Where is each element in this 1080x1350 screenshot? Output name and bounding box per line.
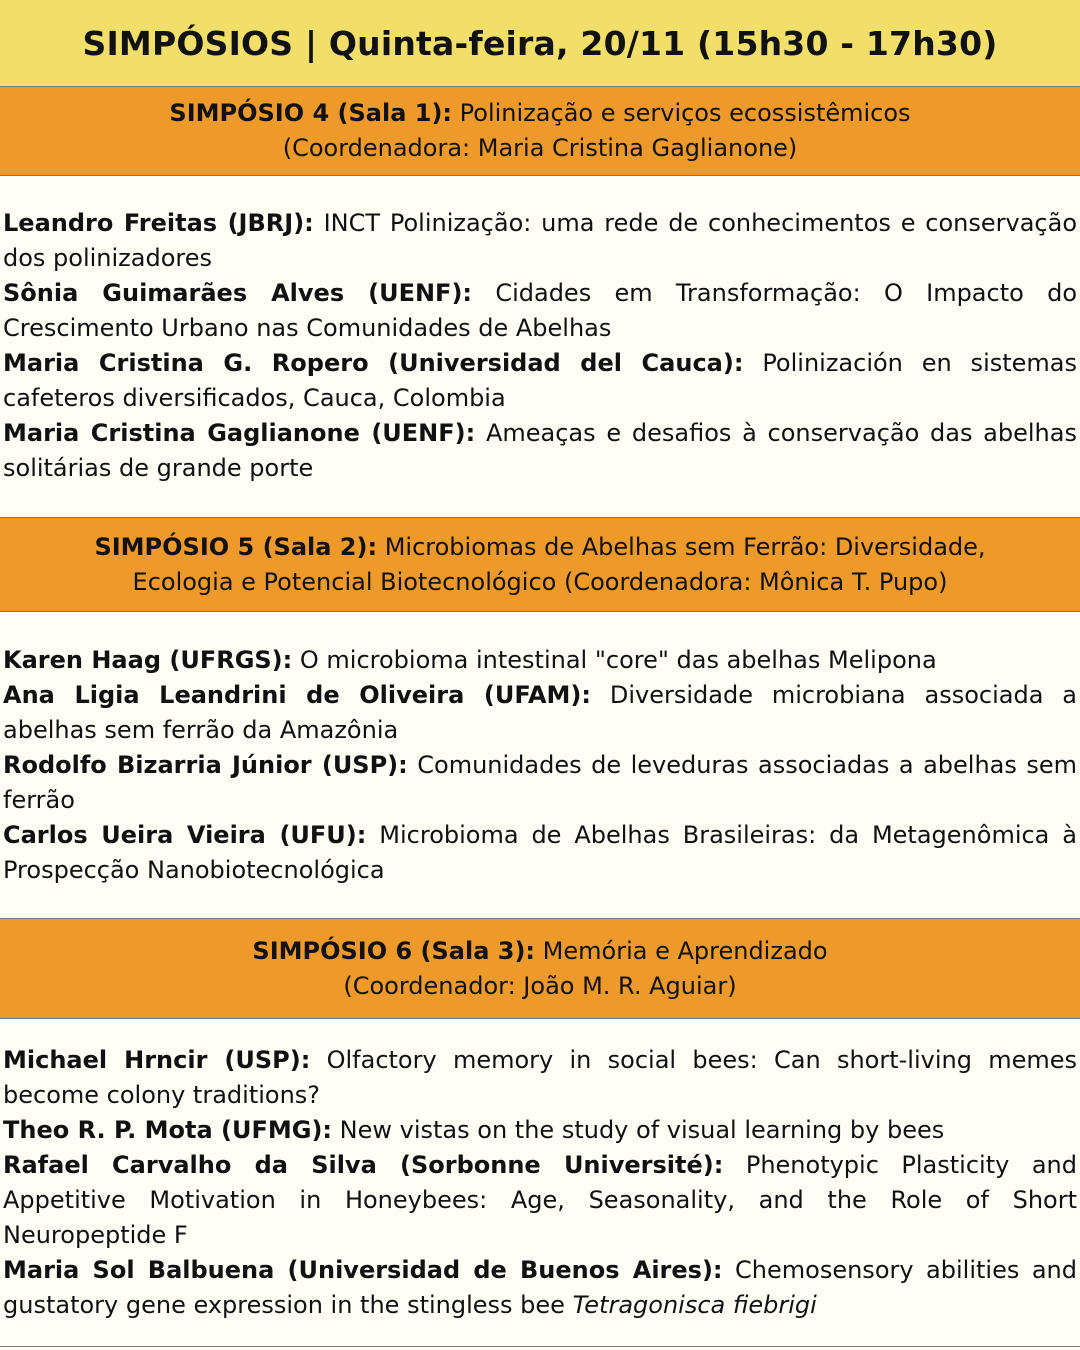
symposium-4-label: SIMPÓSIO 4 (Sala 1): [169, 99, 453, 127]
talk-item [3, 678, 1077, 748]
symposium-6-talks [3, 1043, 1077, 1323]
talk-title: Cidades em Transformação: O Impacto do Crescimento Urbano nas Comunidades de Abelhas [3, 279, 1078, 342]
symposium-4-title-line [0, 96, 1080, 131]
talk-item [3, 748, 1077, 818]
symposium-6-label: SIMPÓSIO 6 (Sala 3): [252, 936, 536, 965]
talk-speaker: Maria Cristina Gaglianone (UENF): [3, 419, 476, 447]
symposium-6-header [0, 918, 1080, 1019]
symposium-4-coordinator: (Coordenadora: Maria Cristina Gaglianone) [282, 134, 798, 162]
talk-item [3, 643, 1077, 678]
symposium-6-coordinator: (Coordenador: João M. R. Aguiar) [343, 971, 737, 1000]
talk-title: INCT Polinização: uma rede de conhecimentos e conservação dos polinizadores [3, 209, 1078, 272]
page-title: SIMPÓSIOS | Quinta-feira, 20/11 (15h30 - 17h30) [82, 23, 998, 63]
talk-item [3, 416, 1077, 486]
talk-title: New vistas on the study of visual learning by bees [339, 1116, 945, 1144]
symposium-5-title: Microbiomas de Abelhas sem Ferrão: Diversidade, [384, 532, 986, 561]
symposium-5-coordinator: (Coordenadora: Mônica T. Pupo) [563, 567, 948, 596]
talk-title: Microbioma de Abelhas Brasileiras: da Metagenômica à Prospecção Nanobiotecnológica [3, 821, 1077, 884]
talk-speaker: Michael Hrncir (USP): [3, 1046, 311, 1074]
symposium-5-header [0, 517, 1080, 612]
talk-item [3, 206, 1077, 276]
talk-item [3, 1043, 1077, 1113]
talk-title: Polinización en sistemas cafeteros diversificados, Cauca, Colombia [3, 349, 1078, 412]
talk-speaker: Sônia Guimarães Alves (UENF): [3, 279, 473, 307]
talk-item [3, 818, 1077, 888]
symposium-4-header [0, 86, 1080, 176]
talk-title: Ameaças e desafios à conservação das abelhas solitárias de grande porte [3, 419, 1077, 482]
talk-speaker: Rafael Carvalho da Silva (Sorbonne Université): [3, 1151, 724, 1179]
talk-species: Tetragonisca fiebrigi [572, 1291, 817, 1319]
talk-title: Olfactory memory in social bees: Can short-living memes become colony traditions? [3, 1046, 1077, 1109]
talk-speaker: Maria Sol Balbuena (Universidad de Buenos Aires): [3, 1256, 723, 1284]
symposium-6-title-line [0, 934, 1080, 969]
bottom-divider [0, 1346, 1080, 1347]
talk-title: O microbioma intestinal "core" das abelhas Melipona [299, 646, 937, 674]
talk-title: Diversidade microbiana associada a abelhas sem ferrão da Amazônia [3, 681, 1077, 744]
talk-speaker: Theo R. P. Mota (UFMG): [3, 1116, 333, 1144]
talk-speaker: Rodolfo Bizarria Júnior (USP): [3, 751, 408, 779]
symposium-5-talks [3, 643, 1077, 888]
talk-item [3, 346, 1077, 416]
talk-title: Chemosensory abilities and gustatory gene expression in the stingless bee [3, 1256, 1077, 1319]
symposium-5-label: SIMPÓSIO 5 (Sala 2): [94, 532, 378, 561]
talk-item [3, 1253, 1077, 1323]
talk-speaker: Leandro Freitas (JBRJ): [3, 209, 314, 237]
symposium-4-talks [3, 206, 1077, 486]
talk-speaker: Ana Ligia Leandrini de Oliveira (UFAM): [3, 681, 591, 709]
talk-item [3, 1113, 1077, 1148]
talk-speaker: Karen Haag (UFRGS): [3, 646, 293, 674]
symposium-4-title: Polinização e serviços ecossistêmicos [459, 99, 911, 127]
page-header [0, 0, 1080, 86]
symposium-5-title-cont: Ecologia e Potencial Biotecnológico [132, 567, 557, 596]
talk-item [3, 1148, 1077, 1253]
talk-item [3, 276, 1077, 346]
talk-speaker: Maria Cristina G. Ropero (Universidad del Cauca): [3, 349, 744, 377]
talk-title: Comunidades de leveduras associadas a abelhas sem ferrão [3, 751, 1077, 814]
symposium-5-title-line [0, 530, 1080, 565]
talk-title: Phenotypic Plasticity and Appetitive Motivation in Honeybees: Age, Seasonality, and the Role of Short Neuropeptide F [3, 1151, 1077, 1249]
symposium-5-title-line-2 [0, 565, 1080, 600]
symposium-6-title: Memória e Aprendizado [542, 936, 828, 965]
talk-speaker: Carlos Ueira Vieira (UFU): [3, 821, 367, 849]
